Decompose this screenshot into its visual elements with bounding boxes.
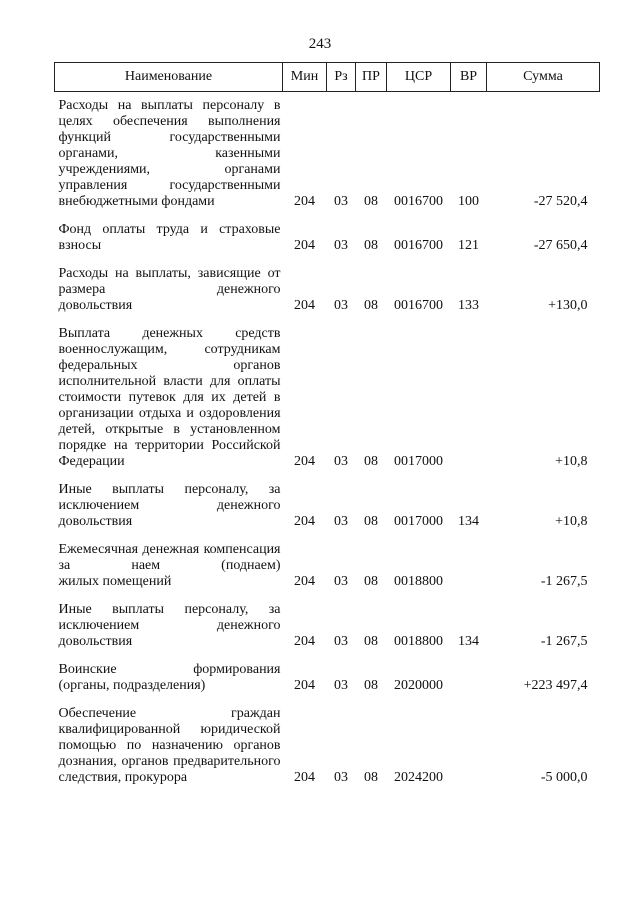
row-sum: -5 000,0 — [540, 770, 588, 785]
row-csr: 0018800 — [394, 574, 443, 589]
row-name-last-line: довольствия — [58, 298, 133, 313]
header-pr: ПР — [356, 63, 387, 92]
row-name — [55, 318, 283, 474]
row-name-last-line: внебюджетными фондами — [58, 194, 215, 209]
header-rz: Рз — [327, 63, 356, 92]
row-vr: 100 — [458, 194, 479, 209]
row-name-line: установленном порядке на — [58, 422, 281, 453]
row-vr — [451, 318, 487, 474]
row-pr: 08 — [364, 678, 378, 693]
row-name — [55, 594, 283, 654]
row-name-line: военнослужащим, сотрудникам — [58, 342, 281, 357]
row-name-line: органами, казенными — [58, 146, 281, 161]
row-rz: 03 — [334, 454, 348, 469]
row-name — [55, 698, 283, 790]
row-min: 204 — [294, 454, 315, 469]
row-name-line: компенсация за наем (поднаем) — [58, 542, 281, 573]
row-csr: 2020000 — [394, 678, 443, 693]
row-min: 204 — [294, 634, 315, 649]
row-sum: -27 520,4 — [533, 194, 588, 209]
row-csr: 0018800 — [394, 634, 443, 649]
row-name-line: территории Российской — [135, 438, 281, 453]
row-min: 204 — [294, 238, 315, 253]
row-name-last-line: жилых помещений — [58, 574, 172, 589]
row-name-line: целях обеспечения выполнения — [58, 114, 281, 129]
row-name — [55, 258, 283, 318]
row-rz: 03 — [334, 238, 348, 253]
header-vr: ВР — [451, 63, 487, 92]
row-vr: 134 — [458, 514, 479, 529]
header-csr: ЦСР — [387, 63, 451, 92]
table-header — [55, 63, 600, 92]
row-name-line: органов предварительного — [121, 754, 281, 769]
row-csr: 0016700 — [394, 194, 443, 209]
row-name-last-line: довольствия — [58, 634, 133, 649]
row-name-line: исключением денежного — [58, 618, 281, 633]
table-row — [55, 214, 600, 258]
row-name-last-line: Федерации — [58, 454, 125, 469]
row-name-line: Расходы на выплаты персоналу в — [58, 98, 281, 113]
row-name-line: оздоровления детей, открытые в — [58, 406, 281, 437]
table-body — [55, 92, 600, 791]
row-name-line: Обеспечение граждан — [58, 706, 281, 721]
row-sum: -1 267,5 — [540, 574, 588, 589]
row-vr — [451, 698, 487, 790]
row-rz: 03 — [334, 634, 348, 649]
row-name-last-line: довольствия — [58, 514, 133, 529]
row-name — [55, 654, 283, 698]
row-min: 204 — [294, 574, 315, 589]
row-rz: 03 — [334, 678, 348, 693]
row-name-line: Выплата денежных средств — [58, 326, 281, 341]
row-min: 204 — [294, 770, 315, 785]
header-name: Наименование — [55, 63, 283, 92]
page-number: 243 — [308, 36, 332, 52]
row-name-line: Расходы на выплаты, зависящие — [58, 266, 261, 281]
row-rz: 03 — [334, 574, 348, 589]
row-name-line: Иные выплаты персоналу, за — [58, 602, 281, 617]
row-name-line: учреждениями, органами — [58, 162, 281, 177]
table-row — [55, 474, 600, 534]
row-pr: 08 — [364, 634, 378, 649]
row-name-line: оплаты стоимости путевок для их — [58, 374, 281, 405]
row-name-line: Иные выплаты персоналу, за — [58, 482, 281, 497]
header-sum: Сумма — [487, 63, 600, 92]
row-vr: 121 — [458, 238, 479, 253]
row-vr — [451, 654, 487, 698]
row-name — [55, 534, 283, 594]
table-row — [55, 698, 600, 790]
row-pr: 08 — [364, 238, 378, 253]
row-name-line: Ежемесячная денежная — [58, 542, 200, 557]
row-rz: 03 — [334, 514, 348, 529]
row-pr: 08 — [364, 770, 378, 785]
row-csr: 0016700 — [394, 298, 443, 313]
row-csr: 0017000 — [394, 514, 443, 529]
table-row — [55, 534, 600, 594]
row-name-line: от размера денежного — [58, 266, 281, 297]
row-name-line: федеральных органов — [58, 358, 281, 373]
row-pr: 08 — [364, 454, 378, 469]
row-pr: 08 — [364, 298, 378, 313]
row-name-line: исполнительной власти для — [58, 374, 231, 389]
table-row — [55, 594, 600, 654]
row-pr: 08 — [364, 514, 378, 529]
row-sum: -1 267,5 — [540, 634, 588, 649]
row-sum: +130,0 — [548, 298, 588, 313]
row-name — [55, 214, 283, 258]
row-pr: 08 — [364, 194, 378, 209]
budget-table — [54, 62, 600, 790]
row-csr: 0017000 — [394, 454, 443, 469]
row-name-line: назначению органов дознания, — [58, 738, 281, 769]
row-min: 204 — [294, 514, 315, 529]
table-row — [55, 318, 600, 474]
row-sum: -27 650,4 — [533, 238, 588, 253]
row-name — [55, 92, 283, 215]
row-name-line: исключением денежного — [58, 498, 281, 513]
row-name-line: функций государственными — [58, 130, 281, 145]
row-name-line: управления государственными — [58, 178, 281, 193]
row-min: 204 — [294, 298, 315, 313]
row-min: 204 — [294, 678, 315, 693]
table-row — [55, 654, 600, 698]
row-rz: 03 — [334, 298, 348, 313]
table-row — [55, 258, 600, 318]
table-row — [55, 92, 600, 215]
row-name-last-line: (органы, подразделения) — [58, 678, 206, 693]
row-name — [55, 474, 283, 534]
row-name-last-line: следствия, прокурора — [58, 770, 188, 785]
row-sum: +10,8 — [555, 454, 588, 469]
row-vr: 134 — [458, 634, 479, 649]
row-sum: +223 497,4 — [523, 678, 588, 693]
header-min: Мин — [283, 63, 327, 92]
row-rz: 03 — [334, 194, 348, 209]
row-rz: 03 — [334, 770, 348, 785]
row-csr: 0016700 — [394, 238, 443, 253]
row-min: 204 — [294, 194, 315, 209]
row-sum: +10,8 — [555, 514, 588, 529]
row-name-last-line: взносы — [58, 238, 102, 253]
row-name-line: Фонд оплаты труда и страховые — [58, 222, 281, 237]
row-csr: 2024200 — [394, 770, 443, 785]
row-vr: 133 — [458, 298, 479, 313]
row-name-line: квалифицированной — [58, 722, 181, 737]
row-name-line: детей в организации отдыха и — [58, 390, 281, 421]
row-name-line: Воинские формирования — [58, 662, 281, 677]
row-vr — [451, 534, 487, 594]
row-pr: 08 — [364, 574, 378, 589]
row-name-line: юридической помощью по — [58, 722, 281, 753]
